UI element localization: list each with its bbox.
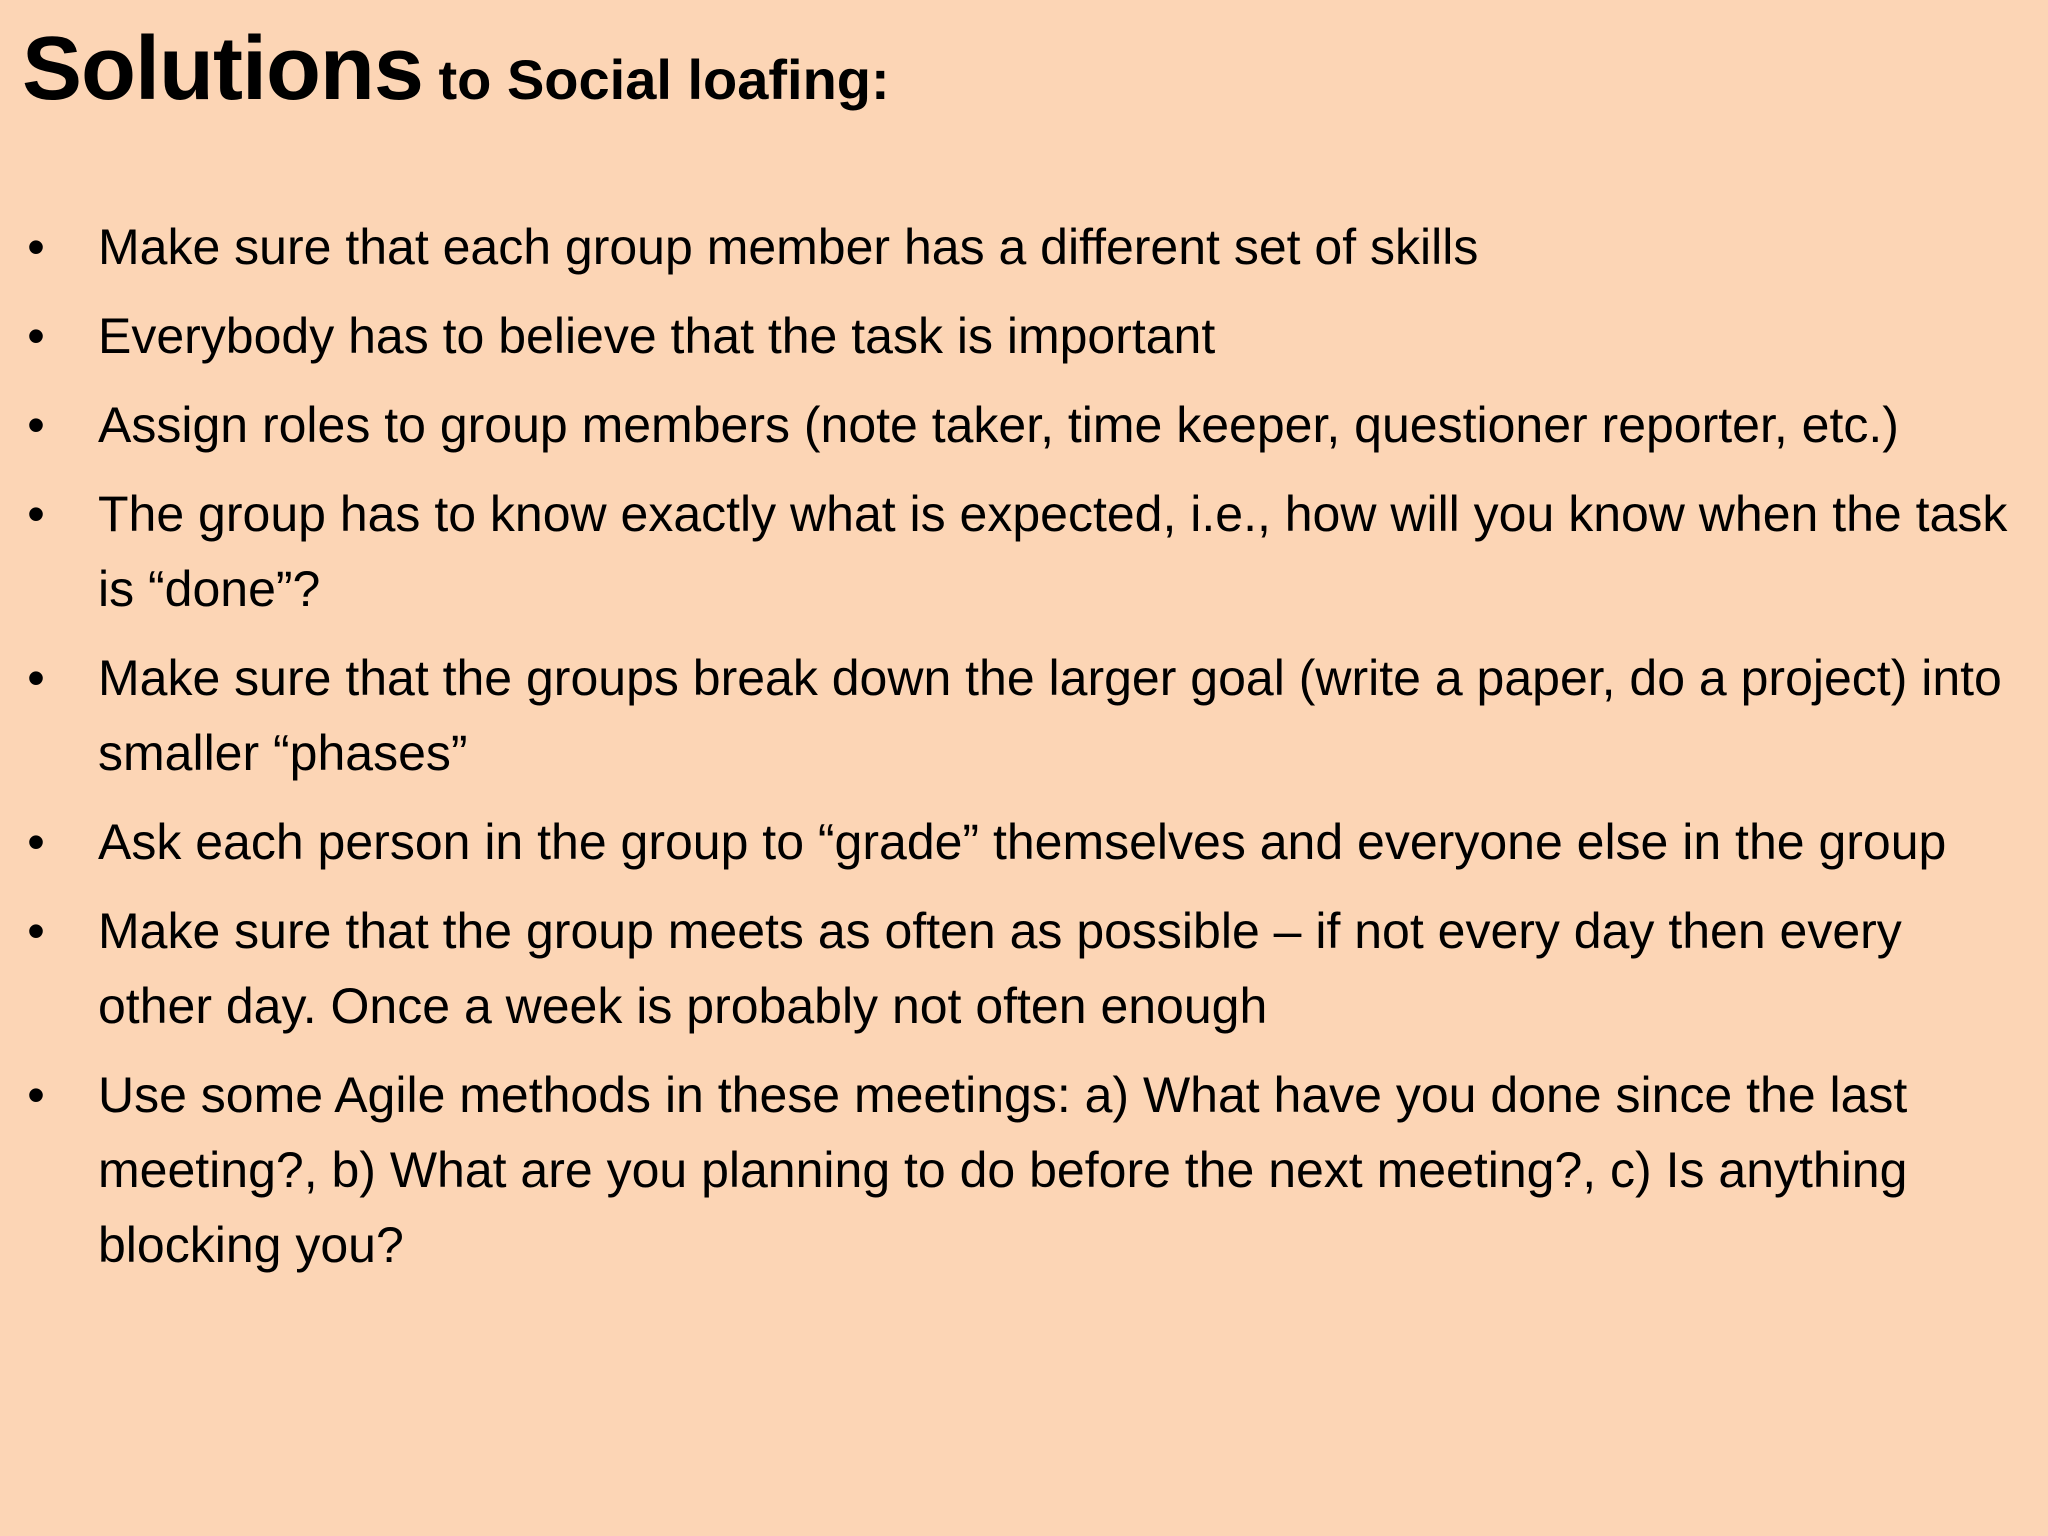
bullet-text: Make sure that each group member has a different set of skills [98, 219, 1479, 275]
slide-title [22, 18, 890, 121]
bullet-text: Ask each person in the group to “grade” themselves and everyone else in the group [98, 814, 1947, 870]
bullet-item [0, 299, 2048, 374]
bullet-text: Make sure that the groups break down the larger goal (write a paper, do a project) into smaller “phases” [98, 650, 2002, 781]
bullet-text: Use some Agile methods in these meetings: a) What have you done since the last meeting?, b) What are you planning to do before the next meeting?, c) Is anything blocking you? [98, 1067, 1908, 1273]
bullet-marker: • [27, 1067, 45, 1123]
bullet-marker: • [27, 486, 45, 542]
bullet-marker: • [27, 814, 45, 870]
bullet-item [0, 894, 2048, 1044]
bullet-marker: • [27, 397, 45, 453]
bullet-text: Everybody has to believe that the task is important [98, 308, 1216, 364]
bullet-list [0, 210, 2048, 1297]
title-sub: to Social loafing: [422, 48, 890, 111]
bullet-text: Assign roles to group members (note taker, time keeper, questioner reporter, etc.) [98, 397, 1899, 453]
bullet-text: The group has to know exactly what is expected, i.e., how will you know when the task is “done”? [98, 486, 2008, 617]
bullet-item [0, 388, 2048, 463]
bullet-item [0, 805, 2048, 880]
bullet-marker: • [27, 219, 45, 275]
bullet-item [0, 477, 2048, 627]
bullet-item [0, 1058, 2048, 1283]
bullet-text: Make sure that the group meets as often as possible – if not every day then every other day. Once a week is probably not often enough [98, 903, 1902, 1034]
title-main: Solutions [22, 19, 423, 119]
bullet-item [0, 641, 2048, 791]
bullet-item [0, 210, 2048, 285]
bullet-marker: • [27, 903, 45, 959]
bullet-marker: • [27, 308, 45, 364]
bullet-marker: • [27, 650, 45, 706]
